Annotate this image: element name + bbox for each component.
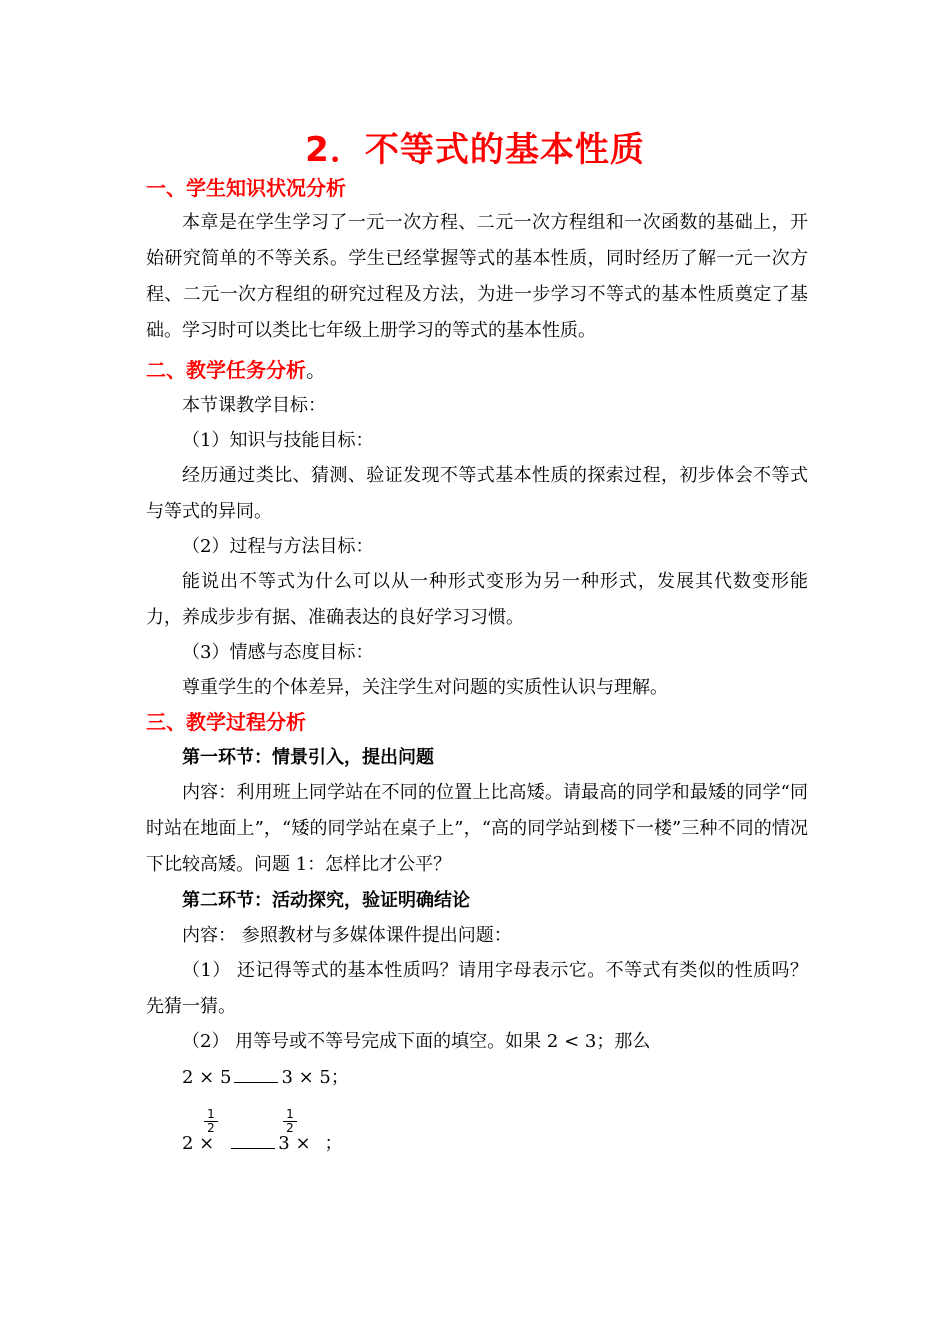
step1-title: 第一环节：情景引入，提出问题 [182, 747, 434, 768]
paragraph-knowledge-analysis: 本章是在学生学习了一元一次方程、二元一次方程组和一次函数的基础上，开始研究简单的不等关系。学生已经掌握等式的基本性质，同时经历了解一元一次方程、二元一次方程组的研究过程及方法，为进一步学习不等式的基本性质奠定了基础。学习时可以类比七年级上册学习的等式的基本性质。 [146, 212, 808, 341]
step2-intro: 内容： 参照教材与多媒体课件提出问题： [182, 925, 512, 946]
goal2-body: 能说出不等式为什么可以从一种形式变形为另一种形式，发展其代数变形能力，养成步步有据、准确表达的良好学习习惯。 [146, 571, 808, 628]
goal2-label: （2）过程与方法目标： [182, 536, 374, 557]
fill-blank-2 [231, 1130, 275, 1149]
heading-tail: 。 [306, 358, 326, 382]
heading-text: 一、学生知识状况分析 [146, 176, 346, 200]
question-2: （2） 用等号或不等号完成下面的填空。如果 2 < 3；那么 [182, 1031, 651, 1052]
expr2-right: 3 × [278, 1133, 311, 1154]
fraction-numerator: 1 [283, 1108, 297, 1122]
fraction-one-half-2 [283, 1108, 297, 1135]
goal3-label: （3）情感与态度目标： [182, 642, 374, 663]
expr2-end: ； [324, 1133, 343, 1154]
step1-body: 内容：利用班上同学站在不同的位置上比高矮。请最高的同学和最矮的同学“同时站在地面上”，“矮的同学站在桌子上”，“高的同学站到楼下一楼”三种不同的情况下比较高矮。问题 1：怎样比才公平？ [146, 782, 808, 875]
question-1: （1） 还记得等式的基本性质吗？请用字母表示它。不等式有类似的性质吗？先猜一猜。 [146, 960, 808, 1017]
step2-title: 第二环节：活动探究，验证明确结论 [182, 890, 470, 911]
heading-text: 二、教学任务分析 [146, 358, 306, 382]
fraction-denominator: 2 [286, 1121, 294, 1135]
heading-text: 三、教学过程分析 [146, 710, 306, 734]
goal1-body: 经历通过类比、猜测、验证发现不等式基本性质的探索过程，初步体会不等式与等式的异同。 [146, 465, 808, 522]
section-heading-process-analysis [146, 708, 306, 736]
goals-intro: 本节课教学目标： [182, 395, 326, 416]
goal3-body: 尊重学生的个体差异，关注学生对问题的实质性认识与理解。 [182, 677, 668, 698]
fraction-denominator: 2 [207, 1121, 215, 1135]
goal1-label: （1）知识与技能目标： [182, 430, 374, 451]
section-heading-knowledge-analysis [146, 174, 346, 202]
expr2-left: 2 × [182, 1133, 215, 1154]
fill-blank-1 [234, 1064, 278, 1083]
expression-1 [182, 1060, 349, 1096]
fraction-numerator: 1 [204, 1108, 218, 1122]
page-title: 2．不等式的基本性质 [305, 130, 645, 170]
expr1-left: 2 × 5 [182, 1067, 232, 1088]
expr1-right: 3 × 5； [281, 1067, 349, 1088]
section-heading-task-analysis [146, 356, 326, 384]
fraction-one-half-1 [204, 1108, 218, 1135]
